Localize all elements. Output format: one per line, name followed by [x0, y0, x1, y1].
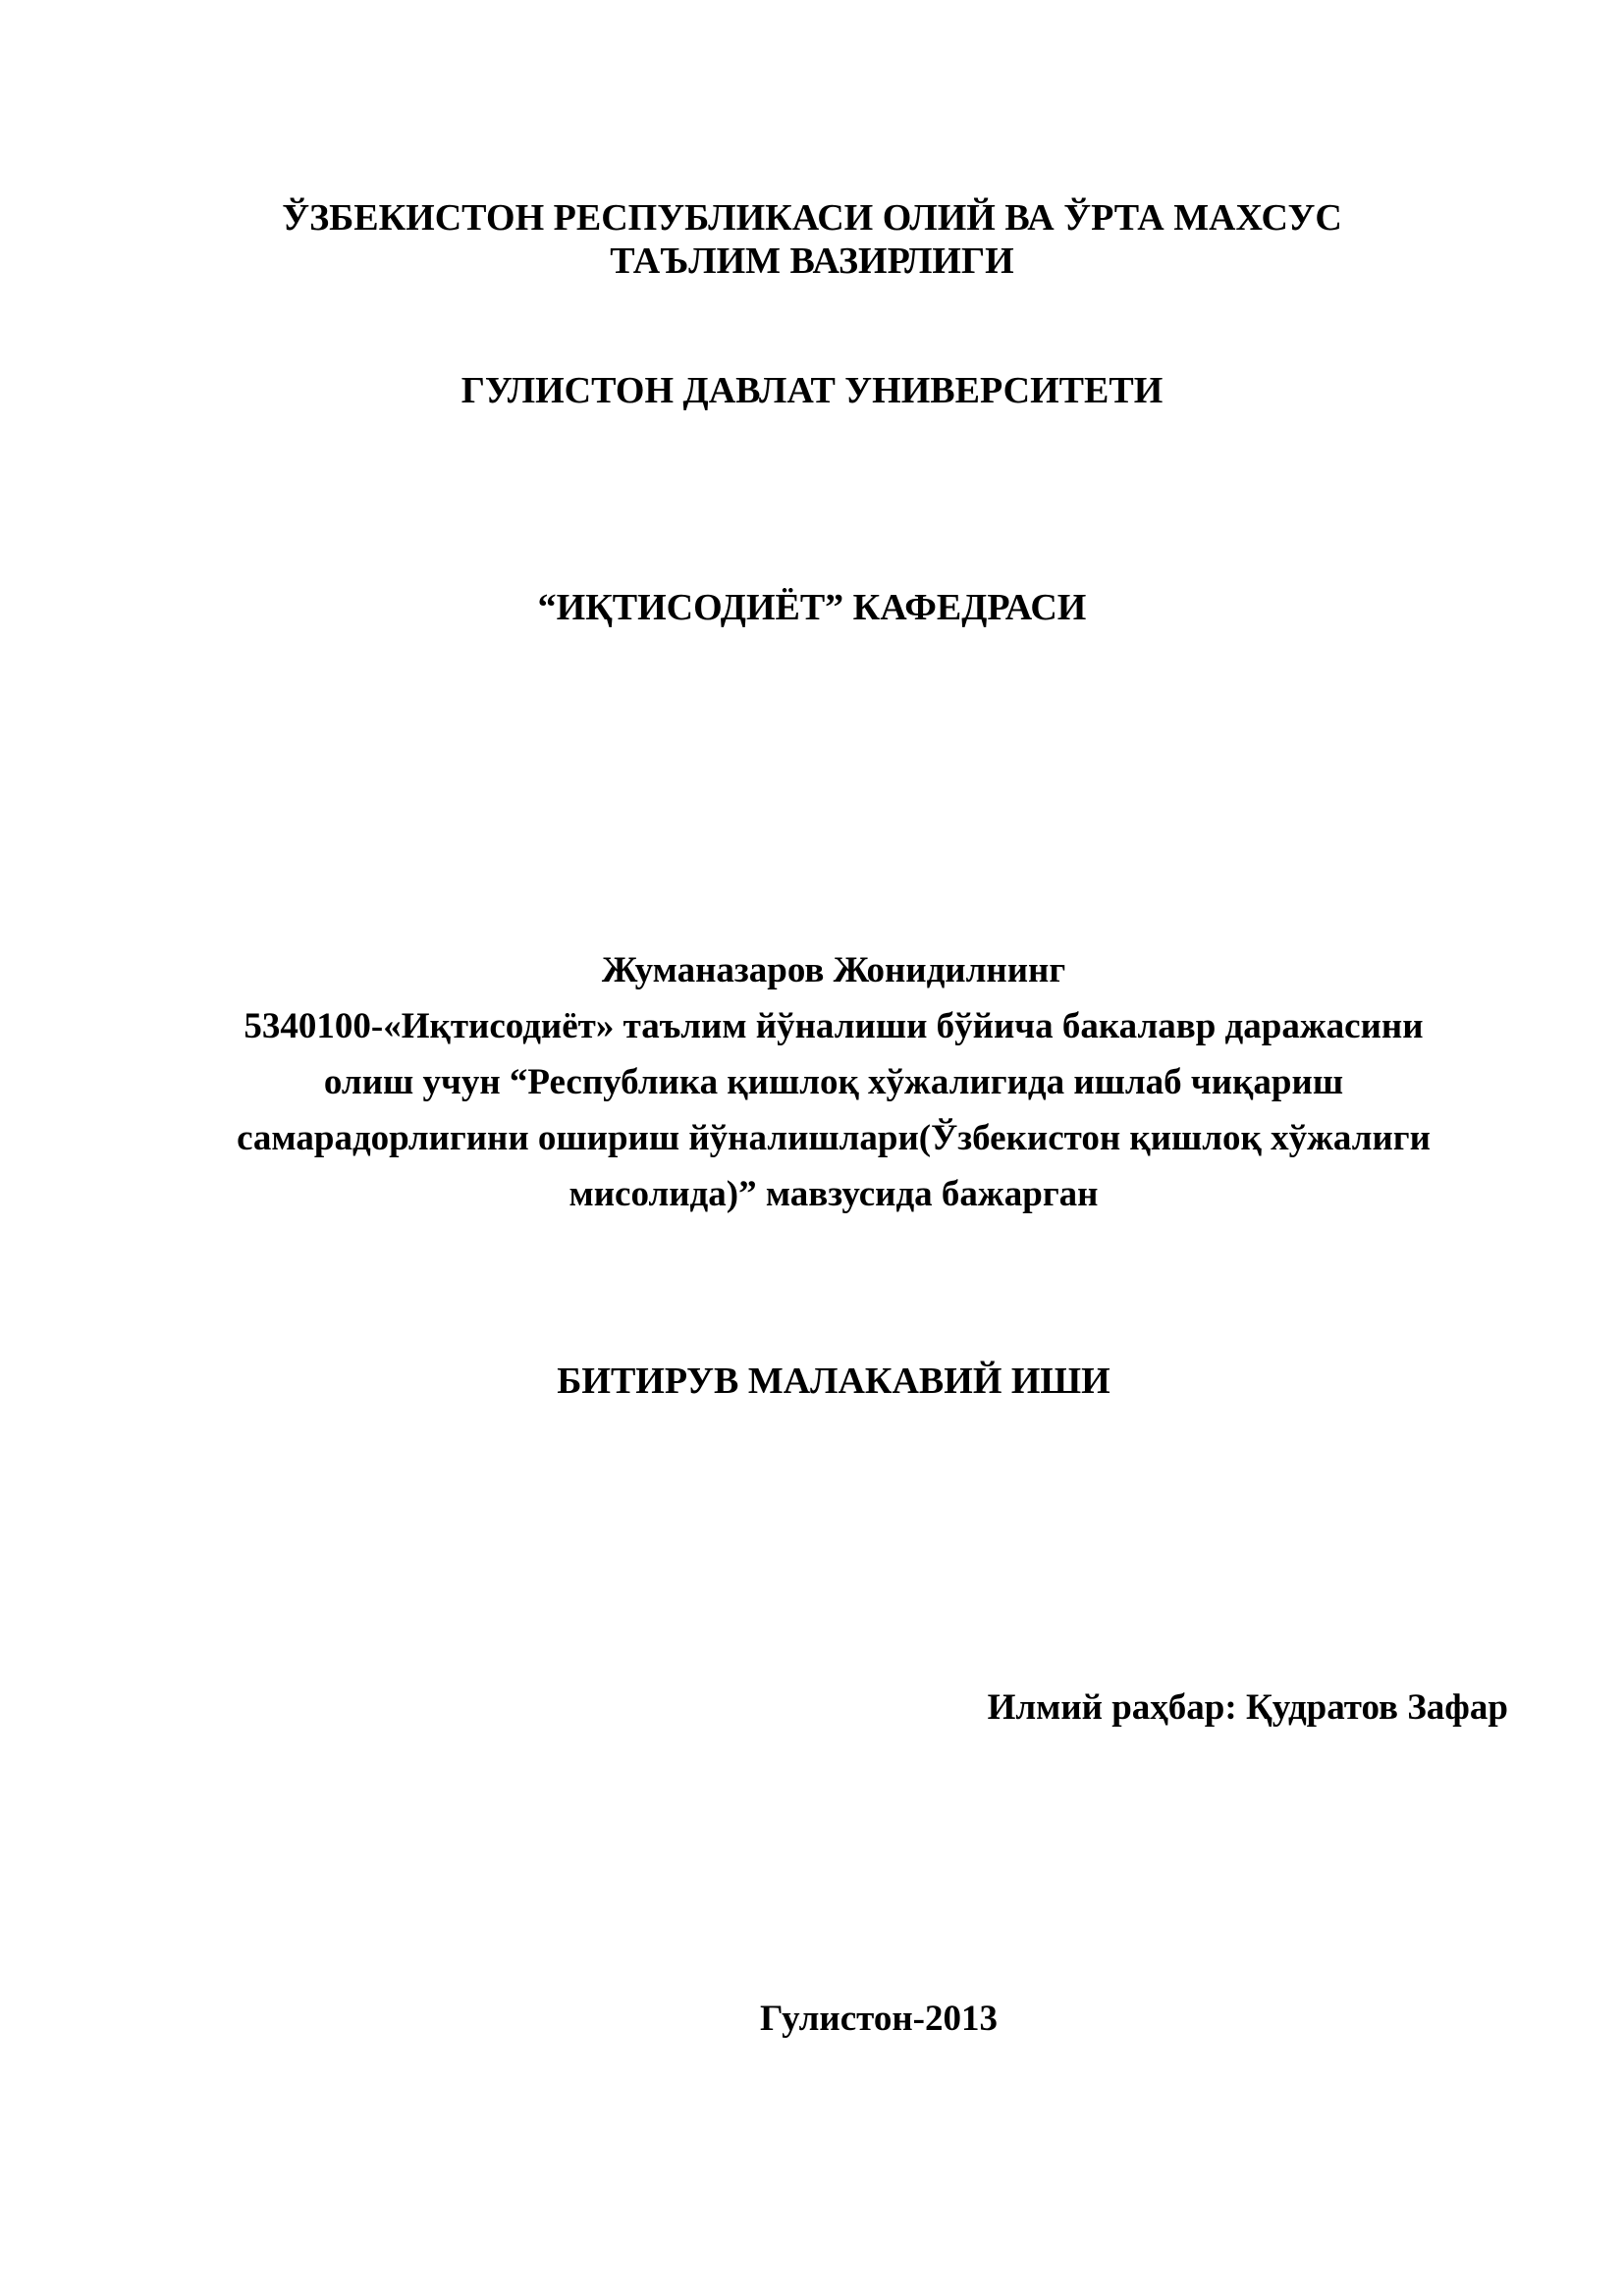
university-heading [0, 369, 1624, 412]
work-type-title [22, 1356, 1624, 1407]
author-topic-block [22, 942, 1624, 1222]
ministry-heading [0, 196, 1624, 283]
ministry-line-1: ЎЗБЕКИСТОН РЕСПУБЛИКАСИ ОЛИЙ ВА ЎРТА МАХСУС [282, 197, 1342, 239]
work-type: БИТИРУВ МАЛАКАВИЙ ИШИ [557, 1361, 1110, 1402]
author-line-5: мисолида)” мавзусида бажарган [568, 1174, 1099, 1214]
author-line-3: олиш учун “Республика қишлоқ хўжалигида ишлаб чиқариш [323, 1062, 1344, 1102]
department-heading [0, 586, 1624, 629]
author-line-2: 5340100-«Иқтисодиёт» таълим йўналиши бўйича бакалавр даражасини [244, 1006, 1424, 1046]
department-name: “ИҚТИСОДИЁТ” КАФЕДРАСИ [537, 587, 1087, 628]
university-name: ГУЛИСТОН ДАВЛАТ УНИВЕРСИТЕТИ [460, 370, 1164, 411]
author-line-4: самарадорлигини ошириш йўналишлари(Ўзбекистон қишлоқ хўжалиги [237, 1118, 1431, 1158]
ministry-line-2: ТАЪЛИМ ВАЗИРЛИГИ [610, 240, 1014, 282]
author-line-1: Жуманазаров Жонидилнинг [601, 950, 1066, 990]
city-year: Гулистон-2013 [759, 1999, 999, 2039]
supervisor-line: Илмий раҳбар: Қудратов Зафар [987, 1687, 1508, 1728]
